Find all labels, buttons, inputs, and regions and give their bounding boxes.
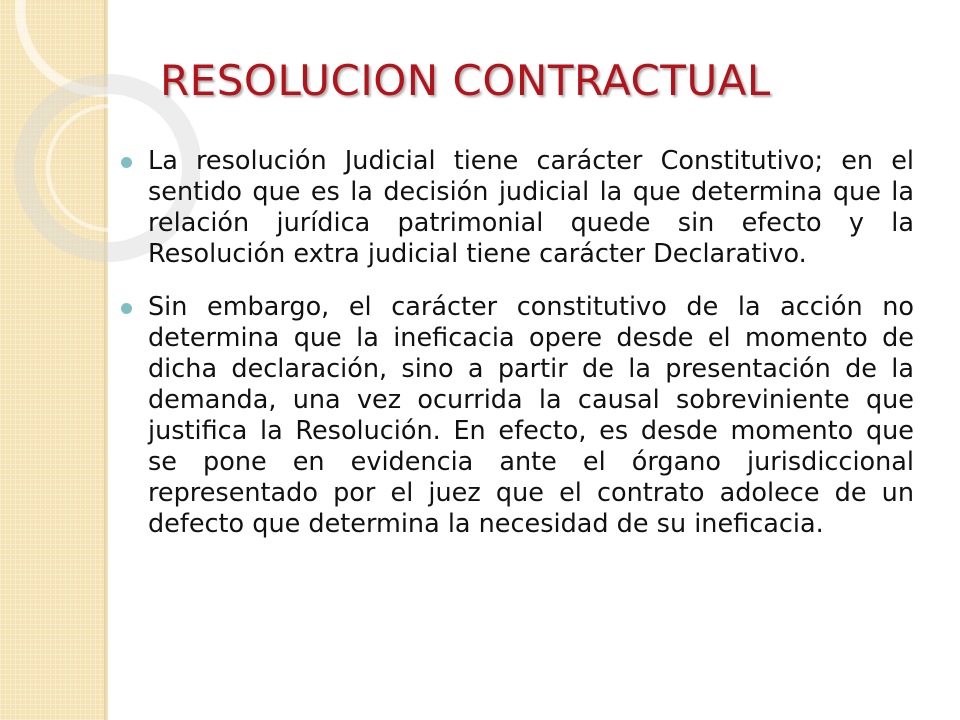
- bullet-item: [118, 146, 914, 270]
- bullet-item: [118, 292, 914, 540]
- bullet-text: La resolución Judicial tiene carácter Constitutivo; en el sentido que es la decisión judicial la que determina que la relación jurídica patrimonial quede sin efecto y la Resolución extra judicial tiene carácter Declarativo.: [148, 146, 914, 269]
- bullet-text: Sin embargo, el carácter constitutivo de la acción no determina que la ineficacia opere desde el momento de dicha declaración, sino a partir de la presentación de la demanda, una vez ocurrida la causal sobreviniente que justifica la Resolución. En efecto, es desde momento que se pone en evidencia ante el órgano jurisdiccional representado por el juez que el contrato adolece de un defecto que determina la necesidad de su ineficacia.: [148, 292, 914, 539]
- bullet-dot-icon: [121, 303, 132, 314]
- bullet-list: [118, 146, 914, 562]
- slide-title: RESOLUCION CONTRACTUAL: [160, 56, 771, 105]
- bullet-dot-icon: [121, 157, 132, 168]
